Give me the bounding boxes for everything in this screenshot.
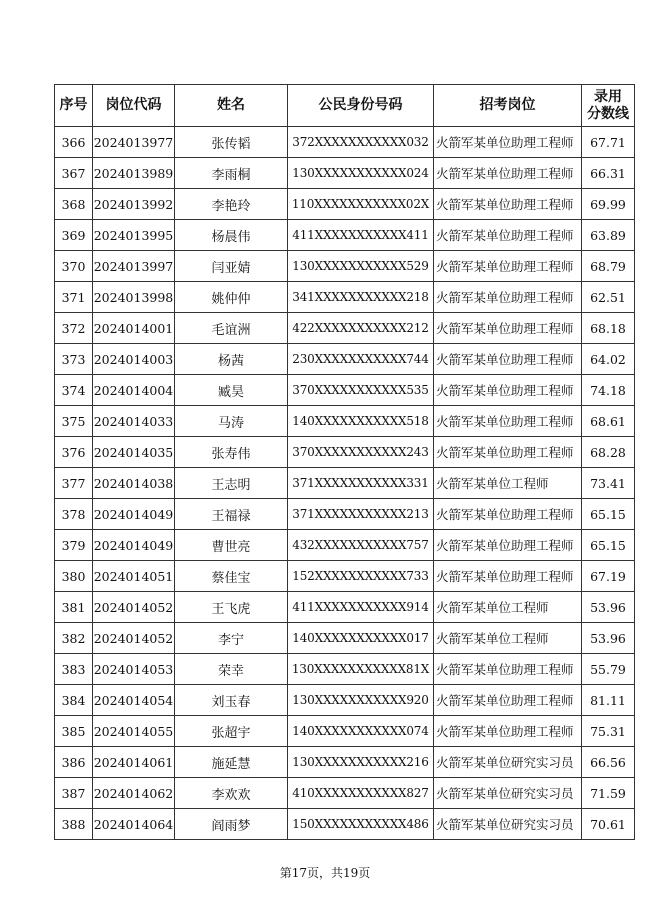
cell-position-code: 2024014064: [93, 809, 175, 840]
cell-seq: 377: [55, 468, 93, 499]
cell-position: 火箭军某单位助理工程师: [434, 685, 582, 716]
cell-seq: 387: [55, 778, 93, 809]
cell-name: 蔡佳宝: [175, 561, 288, 592]
cell-name: 荣幸: [175, 654, 288, 685]
cell-position-code: 2024014051: [93, 561, 175, 592]
table-row: [55, 685, 635, 716]
cell-position-code: 2024014052: [93, 592, 175, 623]
cell-seq: 384: [55, 685, 93, 716]
cell-score: 68.79: [582, 251, 635, 282]
cell-id-number: 411XXXXXXXXXXX411: [288, 220, 434, 251]
cell-seq: 373: [55, 344, 93, 375]
cell-name: 施延慧: [175, 747, 288, 778]
header-seq: 序号: [55, 85, 93, 127]
cell-position: 火箭军某单位助理工程师: [434, 406, 582, 437]
cell-id-number: 411XXXXXXXXXXX914: [288, 592, 434, 623]
cell-position-code: 2024014035: [93, 437, 175, 468]
table-row: [55, 654, 635, 685]
cell-seq: 368: [55, 189, 93, 220]
cell-score: 53.96: [582, 623, 635, 654]
table-row: [55, 716, 635, 747]
cell-position-code: 2024014001: [93, 313, 175, 344]
cell-name: 刘玉春: [175, 685, 288, 716]
cell-seq: 375: [55, 406, 93, 437]
header-row: [55, 85, 635, 127]
cell-id-number: 140XXXXXXXXXXX518: [288, 406, 434, 437]
cell-name: 王志明: [175, 468, 288, 499]
table-row: [55, 189, 635, 220]
table-row: [55, 778, 635, 809]
cell-name: 张传韬: [175, 127, 288, 158]
cell-score: 62.51: [582, 282, 635, 313]
cell-score: 67.71: [582, 127, 635, 158]
cell-score: 53.96: [582, 592, 635, 623]
cell-position: 火箭军某单位研究实习员: [434, 778, 582, 809]
cell-position: 火箭军某单位工程师: [434, 623, 582, 654]
cell-seq: 370: [55, 251, 93, 282]
cell-seq: 386: [55, 747, 93, 778]
cell-seq: 374: [55, 375, 93, 406]
cell-position: 火箭军某单位助理工程师: [434, 158, 582, 189]
cell-score: 64.02: [582, 344, 635, 375]
cell-name: 毛谊洲: [175, 313, 288, 344]
cell-name: 李雨桐: [175, 158, 288, 189]
cell-position-code: 2024013977: [93, 127, 175, 158]
cell-name: 王福禄: [175, 499, 288, 530]
table-row: [55, 282, 635, 313]
table-row: [55, 344, 635, 375]
cell-score: 68.61: [582, 406, 635, 437]
cell-seq: 378: [55, 499, 93, 530]
cell-score: 66.56: [582, 747, 635, 778]
cell-position: 火箭军某单位研究实习员: [434, 809, 582, 840]
cell-score: 68.18: [582, 313, 635, 344]
table-row: [55, 747, 635, 778]
cell-id-number: 371XXXXXXXXXXX213: [288, 499, 434, 530]
cell-seq: 383: [55, 654, 93, 685]
table-row: [55, 592, 635, 623]
cell-id-number: 140XXXXXXXXXXX074: [288, 716, 434, 747]
cell-score: 70.61: [582, 809, 635, 840]
cell-seq: 376: [55, 437, 93, 468]
cell-id-number: 130XXXXXXXXXXX529: [288, 251, 434, 282]
cell-seq: 366: [55, 127, 93, 158]
cell-score: 65.15: [582, 530, 635, 561]
cell-score: 74.18: [582, 375, 635, 406]
cell-position: 火箭军某单位助理工程师: [434, 375, 582, 406]
cell-position-code: 2024013989: [93, 158, 175, 189]
cell-name: 闫亚婧: [175, 251, 288, 282]
cell-position-code: 2024014038: [93, 468, 175, 499]
cell-position-code: 2024014053: [93, 654, 175, 685]
cell-position-code: 2024014003: [93, 344, 175, 375]
table-row: [55, 809, 635, 840]
cell-position-code: 2024014052: [93, 623, 175, 654]
cell-score: 68.28: [582, 437, 635, 468]
cell-name: 杨茜: [175, 344, 288, 375]
table-row: [55, 437, 635, 468]
cell-name: 李宁: [175, 623, 288, 654]
cell-position: 火箭军某单位助理工程师: [434, 344, 582, 375]
cell-position: 火箭军某单位助理工程师: [434, 282, 582, 313]
cell-id-number: 370XXXXXXXXXXX243: [288, 437, 434, 468]
table-row: [55, 530, 635, 561]
cell-id-number: 432XXXXXXXXXXX757: [288, 530, 434, 561]
header-id-number: 公民身份号码: [288, 85, 434, 127]
cell-position: 火箭军某单位助理工程师: [434, 561, 582, 592]
table-row: [55, 220, 635, 251]
cell-position-code: 2024014049: [93, 530, 175, 561]
cell-id-number: 152XXXXXXXXXXX733: [288, 561, 434, 592]
cell-id-number: 372XXXXXXXXXXX032: [288, 127, 434, 158]
table-row: [55, 499, 635, 530]
cell-id-number: 370XXXXXXXXXXX535: [288, 375, 434, 406]
cell-seq: 369: [55, 220, 93, 251]
table-row: [55, 468, 635, 499]
cell-name: 阎雨梦: [175, 809, 288, 840]
cell-seq: 388: [55, 809, 93, 840]
cell-score: 71.59: [582, 778, 635, 809]
cell-position-code: 2024014054: [93, 685, 175, 716]
cell-id-number: 341XXXXXXXXXXX218: [288, 282, 434, 313]
page-number: 第17页，共19页: [279, 866, 371, 880]
cell-seq: 379: [55, 530, 93, 561]
table-row: [55, 251, 635, 282]
cell-score: 73.41: [582, 468, 635, 499]
cell-name: 臧昊: [175, 375, 288, 406]
cell-id-number: 422XXXXXXXXXXX212: [288, 313, 434, 344]
table-row: [55, 127, 635, 158]
cell-id-number: 371XXXXXXXXXXX331: [288, 468, 434, 499]
cell-name: 杨晨伟: [175, 220, 288, 251]
table-row: [55, 561, 635, 592]
cell-seq: 372: [55, 313, 93, 344]
cell-position: 火箭军某单位助理工程师: [434, 220, 582, 251]
cell-id-number: 130XXXXXXXXXXX024: [288, 158, 434, 189]
cell-position-code: 2024013998: [93, 282, 175, 313]
cell-seq: 385: [55, 716, 93, 747]
cell-position: 火箭军某单位助理工程师: [434, 716, 582, 747]
header-score: [582, 85, 635, 127]
table-row: [55, 313, 635, 344]
table-header: [55, 85, 635, 127]
cell-position: 火箭军某单位助理工程师: [434, 251, 582, 282]
cell-seq: 367: [55, 158, 93, 189]
cell-name: 张超宇: [175, 716, 288, 747]
cell-position-code: 2024014033: [93, 406, 175, 437]
cell-id-number: 150XXXXXXXXXXX486: [288, 809, 434, 840]
cell-seq: 371: [55, 282, 93, 313]
cell-id-number: 230XXXXXXXXXXX744: [288, 344, 434, 375]
cell-id-number: 110XXXXXXXXXXX02X: [288, 189, 434, 220]
cell-position-code: 2024013997: [93, 251, 175, 282]
cell-position: 火箭军某单位研究实习员: [434, 747, 582, 778]
cell-id-number: 130XXXXXXXXXXX81X: [288, 654, 434, 685]
cell-score: 75.31: [582, 716, 635, 747]
header-score-line2: 分数线: [587, 105, 629, 122]
cell-name: 张寿伟: [175, 437, 288, 468]
table-body: [55, 127, 635, 840]
cell-name: 李艳玲: [175, 189, 288, 220]
admission-table: [54, 84, 635, 840]
cell-position-code: 2024014004: [93, 375, 175, 406]
table-row: [55, 375, 635, 406]
cell-position-code: 2024014061: [93, 747, 175, 778]
cell-name: 曹世亮: [175, 530, 288, 561]
cell-id-number: 130XXXXXXXXXXX920: [288, 685, 434, 716]
table-row: [55, 406, 635, 437]
cell-name: 王飞虎: [175, 592, 288, 623]
cell-position: 火箭军某单位助理工程师: [434, 189, 582, 220]
cell-seq: 382: [55, 623, 93, 654]
cell-position-code: 2024013995: [93, 220, 175, 251]
cell-score: 65.15: [582, 499, 635, 530]
cell-position-code: 2024014055: [93, 716, 175, 747]
cell-score: 55.79: [582, 654, 635, 685]
cell-id-number: 410XXXXXXXXXXX827: [288, 778, 434, 809]
cell-position-code: 2024014049: [93, 499, 175, 530]
cell-position-code: 2024014062: [93, 778, 175, 809]
cell-score: 67.19: [582, 561, 635, 592]
cell-position: 火箭军某单位助理工程师: [434, 437, 582, 468]
header-score-line1: 录用: [594, 88, 622, 105]
cell-position: 火箭军某单位助理工程师: [434, 127, 582, 158]
cell-name: 李欢欢: [175, 778, 288, 809]
cell-seq: 380: [55, 561, 93, 592]
cell-position: 火箭军某单位助理工程师: [434, 313, 582, 344]
cell-position-code: 2024013992: [93, 189, 175, 220]
table-row: [55, 158, 635, 189]
cell-position: 火箭军某单位助理工程师: [434, 654, 582, 685]
cell-position: 火箭军某单位助理工程师: [434, 530, 582, 561]
cell-name: 姚仲仲: [175, 282, 288, 313]
header-name: 姓名: [175, 85, 288, 127]
table-row: [55, 623, 635, 654]
cell-score: 81.11: [582, 685, 635, 716]
cell-score: 69.99: [582, 189, 635, 220]
header-position: 招考岗位: [434, 85, 582, 127]
cell-seq: 381: [55, 592, 93, 623]
cell-position: 火箭军某单位助理工程师: [434, 499, 582, 530]
cell-position: 火箭军某单位工程师: [434, 468, 582, 499]
cell-score: 66.31: [582, 158, 635, 189]
cell-id-number: 140XXXXXXXXXXX017: [288, 623, 434, 654]
cell-name: 马涛: [175, 406, 288, 437]
header-position-code: 岗位代码: [93, 85, 175, 127]
cell-position: 火箭军某单位工程师: [434, 592, 582, 623]
cell-id-number: 130XXXXXXXXXXX216: [288, 747, 434, 778]
cell-score: 63.89: [582, 220, 635, 251]
